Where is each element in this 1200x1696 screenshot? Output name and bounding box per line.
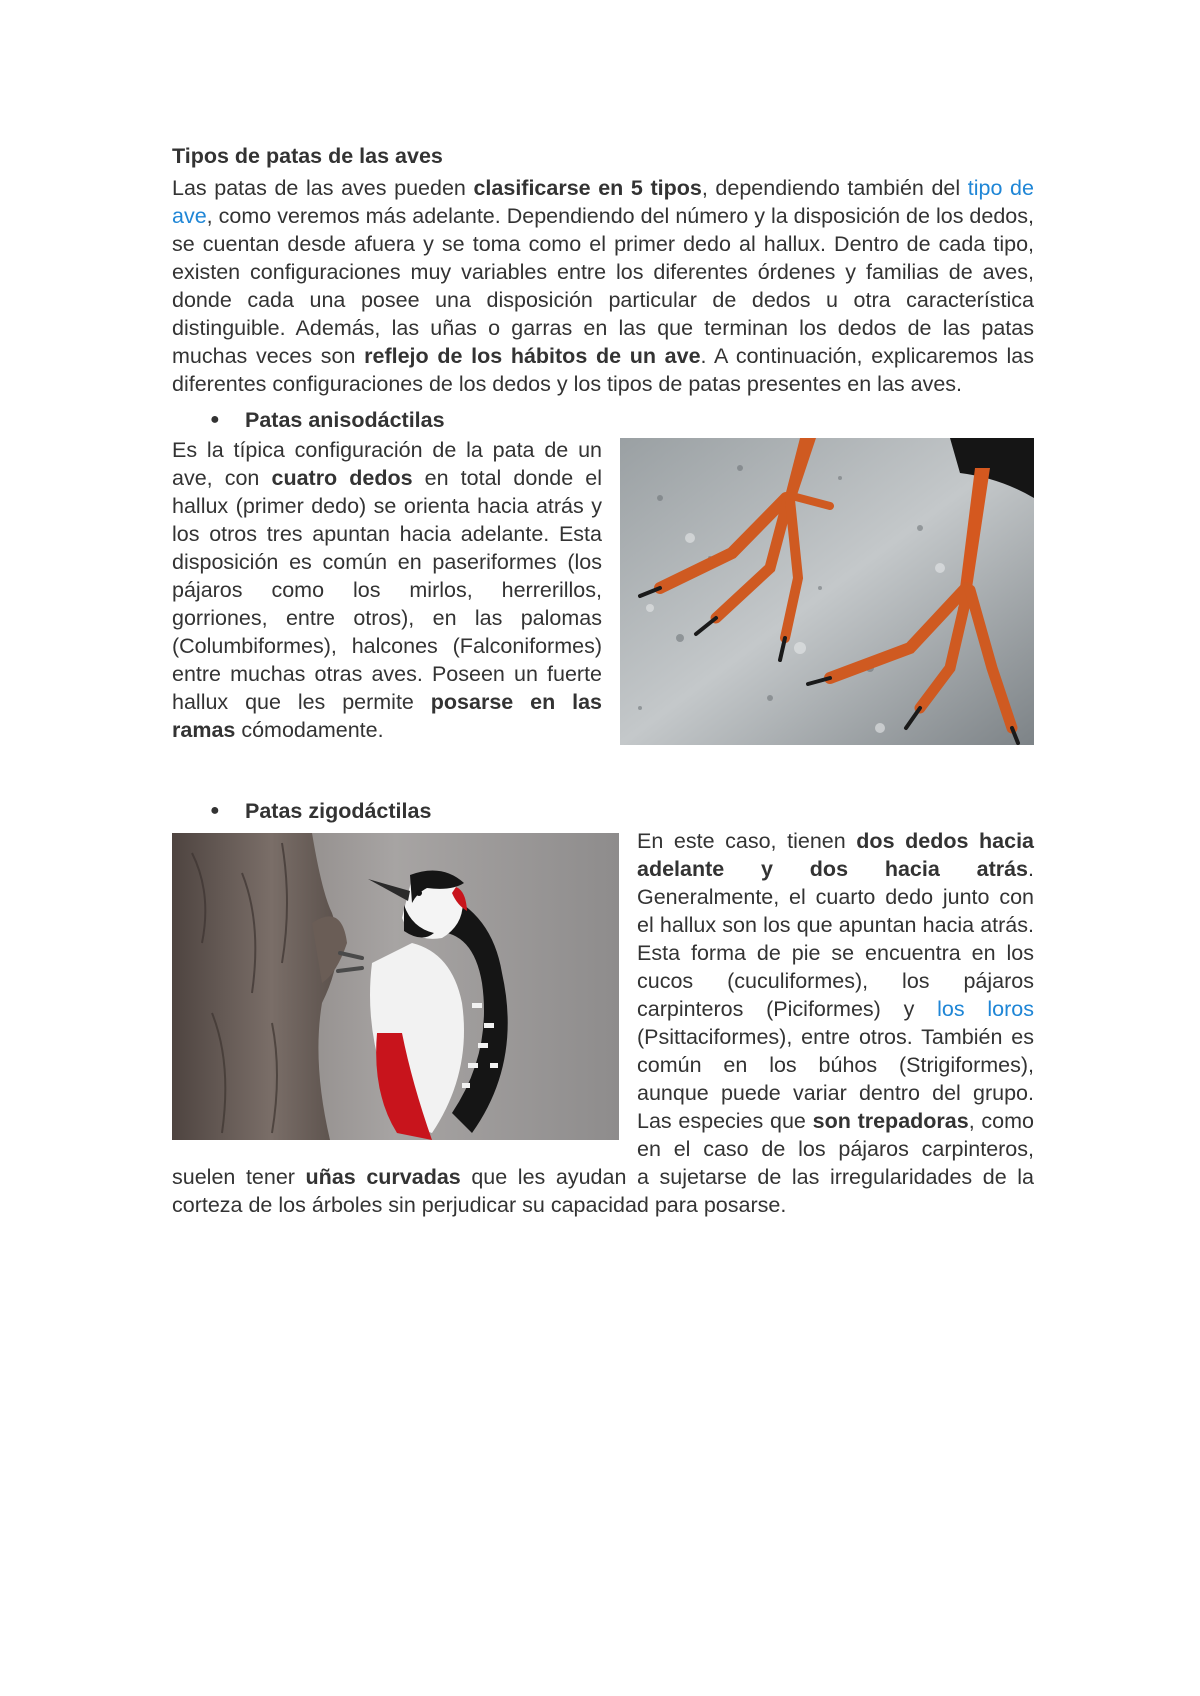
intro-text-2: , dependiendo también del	[701, 176, 968, 200]
s1-text-2: en total donde el hallux (primer dedo) se orienta hacia atrás y los otros tres apuntan hacia adelante. Esta disposición es común en paseriformes (los pájaros como los mirlos, herrerillos, gorriones, entre otros), en las palomas (Columbiformes), halcones (Falconiformes) entre muchas otras aves. Poseen un fuerte hallux que les permite	[172, 466, 603, 714]
section-heading-anisodactilas	[172, 406, 1034, 434]
s2-text-4: , como en el caso de los pájaros carpinteros, suelen tener	[172, 1109, 1034, 1189]
s2-text-2: . Generalmente, el cuarto dedo junto con el hallux son los que apuntan hacia atrás. Esta forma de pie se encuentra en los cucos (cuculiformes), los pájaros carpinteros (Piciformes) y	[637, 857, 1034, 1021]
bird-feet-image	[620, 438, 1034, 745]
s2-text-1: En este caso, tienen	[637, 829, 857, 853]
section-heading-text: Patas anisodáctilas	[245, 408, 445, 432]
s2-bold-2: son trepadoras	[812, 1109, 969, 1133]
intro-paragraph	[172, 174, 1034, 398]
section-heading-zigodactilas	[172, 797, 1034, 825]
intro-bold-2: reflejo de los hábitos de un ave	[364, 344, 701, 368]
s2-text-3: (Psittaciformes), entre otros. También es común en los búhos (Strigiformes), aunque puede variar dentro del grupo. Las especies que	[637, 1025, 1034, 1133]
bullet-icon: ●	[210, 411, 220, 428]
s1-text-1: Es la típica configuración de la pata de un ave, con	[172, 438, 602, 490]
tipo-de-ave-link[interactable]: tipo de ave	[172, 176, 1034, 228]
intro-bold-1: clasificarse en 5 tipos	[473, 176, 702, 200]
woodpecker-image	[172, 833, 619, 1140]
los-loros-link[interactable]: los loros	[937, 997, 1034, 1021]
intro-text-3: , como veremos más adelante. Dependiendo del número y la disposición de los dedos, se cuentan desde afuera y se toma como el primer dedo al hallux. Dentro de cada tipo, existen configuraciones muy variables entre los diferentes órdenes y familias de aves, donde cada una posee una disposición particular de dedos u otra característica distinguible. Además, las uñas o garras en las que terminan los dedos de las patas muchas veces son	[172, 204, 1034, 368]
s1-text-3: cómodamente.	[235, 718, 384, 742]
bullet-icon: ●	[210, 802, 220, 819]
document-content	[172, 142, 1034, 1219]
intro-text-4: . A continuación, explicaremos las diferentes configuraciones de los dedos y los tipos de patas presentes en las aves.	[172, 344, 1035, 396]
page-title: Tipos de patas de las aves	[172, 144, 443, 168]
s2-bold-3: uñas curvadas	[305, 1165, 461, 1189]
s1-bold-1: cuatro dedos	[271, 466, 413, 490]
intro-text-1: Las patas de las aves pueden	[172, 176, 474, 200]
s1-bold-2: posarse en las ramas	[172, 690, 602, 742]
s2-text-5: que les ayudan a sujetarse de las irregularidades de la corteza de los árboles sin perjudicar su capacidad para posarse.	[172, 1165, 1035, 1217]
section-heading-text: Patas zigodáctilas	[245, 799, 432, 823]
s2-bold-1: dos dedos hacia adelante y dos hacia atrás	[637, 829, 1035, 881]
